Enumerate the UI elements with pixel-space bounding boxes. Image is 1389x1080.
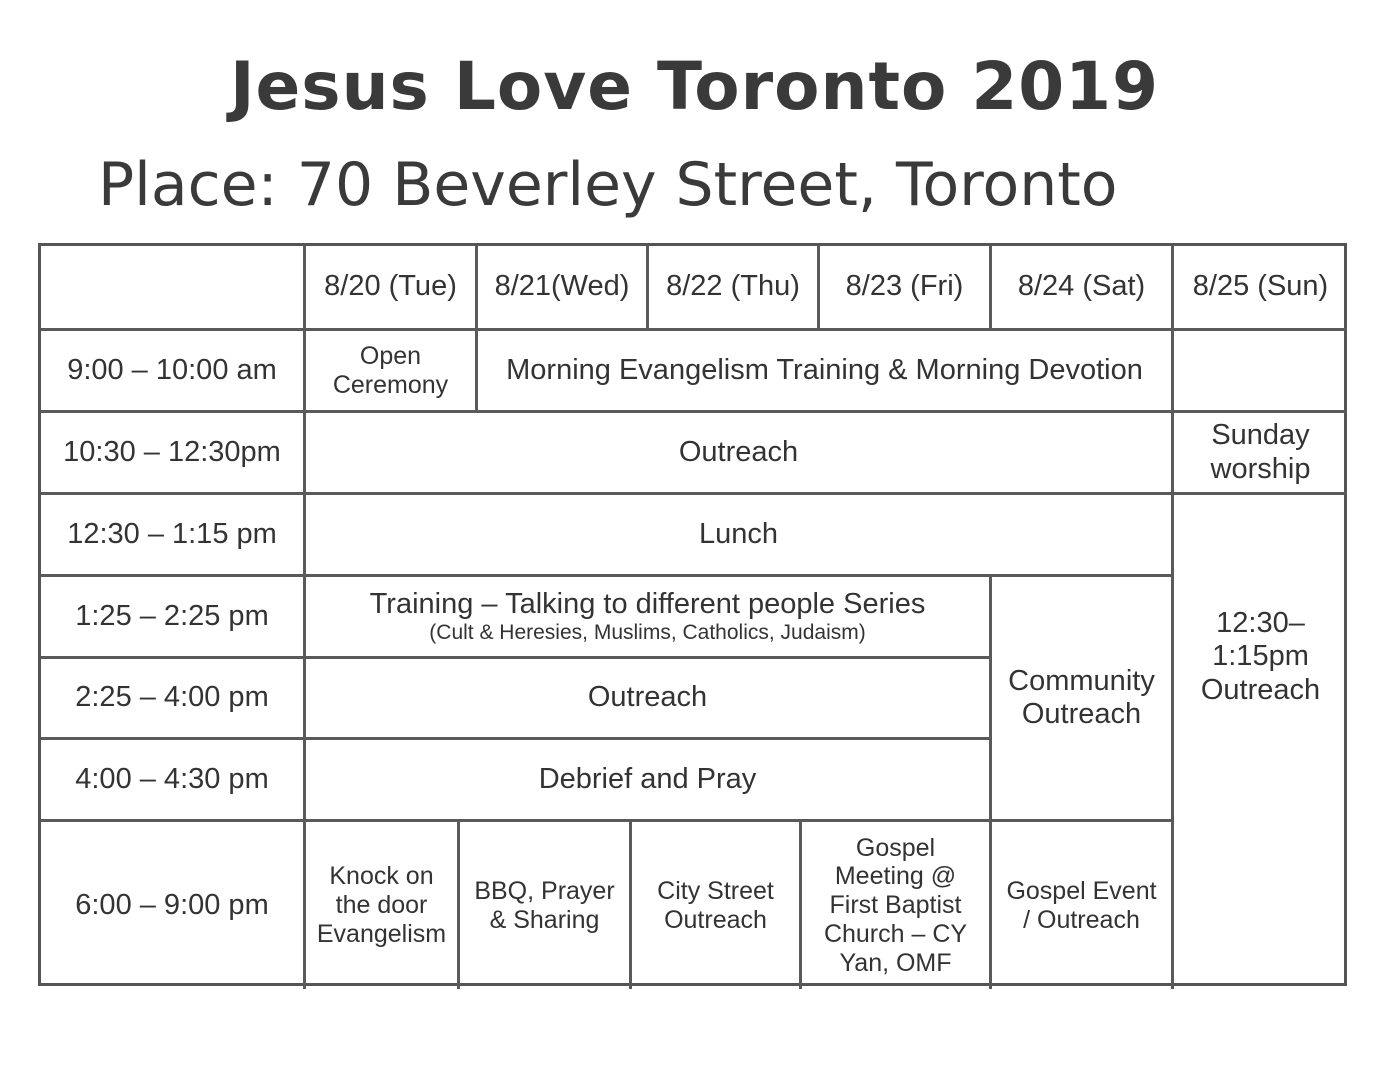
- event-morning: Morning Evangelism Training & Morning Devotion: [506, 353, 1143, 386]
- event-gospel-meeting: Gospel Meeting @ First Baptist Church – CY Yan, OMF: [823, 833, 968, 977]
- event-sunday-worship: Sunday worship: [1210, 419, 1311, 485]
- day-header-tue: 8/20 (Tue): [324, 270, 457, 303]
- event-sunday-outreach: 12:30– 1:15pm Outreach: [1200, 606, 1321, 706]
- event-outreach-pm: Outreach: [587, 681, 708, 714]
- event-community-outreach: Community Outreach: [1008, 664, 1155, 730]
- day-header-thu: 8/22 (Thu): [666, 270, 800, 303]
- event-city-street: City Street Outreach: [657, 876, 774, 934]
- day-header-fri: 8/23 (Fri): [845, 270, 964, 303]
- page-title: Jesus Love Toronto 2019: [229, 48, 1160, 125]
- training-title: Training – Talking to different people Series: [369, 587, 926, 620]
- event-gospel-event: Gospel Event / Outreach: [1006, 876, 1157, 934]
- day-header-wed: 8/21(Wed): [494, 270, 630, 303]
- time-slot: 9:00 – 10:00 am: [67, 353, 277, 386]
- event-training: [306, 577, 989, 656]
- time-slot: 12:30 – 1:15 pm: [67, 517, 277, 550]
- day-header-sat: 8/24 (Sat): [1017, 270, 1146, 303]
- event-debrief: Debrief and Pray: [538, 762, 757, 795]
- event-bbq: BBQ, Prayer & Sharing: [474, 876, 615, 934]
- event-knock-door: Knock on the door Evangelism: [316, 862, 447, 948]
- event-outreach-am: Outreach: [678, 435, 799, 468]
- training-subtitle: (Cult & Heresies, Muslims, Catholics, Judaism): [429, 621, 866, 645]
- time-slot: 10:30 – 12:30pm: [63, 435, 281, 468]
- time-slot: 2:25 – 4:00 pm: [75, 681, 269, 714]
- time-slot: 6:00 – 9:00 pm: [75, 888, 269, 921]
- schedule-table: [38, 243, 1347, 986]
- event-lunch: Lunch: [698, 517, 778, 550]
- event-opening: Open Ceremony: [332, 341, 449, 399]
- place-address: Place: 70 Beverley Street, Toronto: [98, 150, 1118, 220]
- day-header-sun: 8/25 (Sun): [1192, 270, 1329, 303]
- time-slot: 1:25 – 2:25 pm: [75, 599, 269, 632]
- time-slot: 4:00 – 4:30 pm: [75, 762, 269, 795]
